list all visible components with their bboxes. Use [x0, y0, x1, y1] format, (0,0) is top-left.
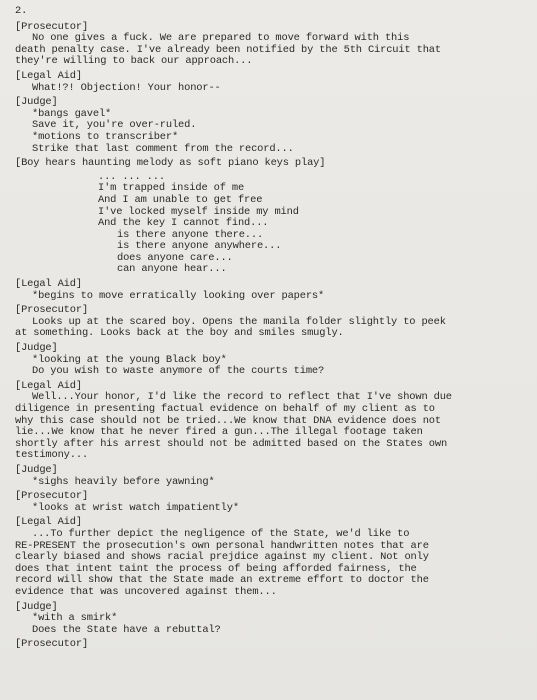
- dialogue-line: diligence in presenting factual evidence on behalf of my client as to: [15, 403, 435, 415]
- dialogue-line: Strike that last comment from the record...: [32, 142, 294, 155]
- dialogue-body: [15, 22, 527, 651]
- poem-line: I've locked myself inside my mind: [98, 205, 299, 218]
- dialogue-line: *sighs heavily before yawning*: [32, 475, 215, 488]
- dialogue-line: lie...We know that he never fired a gun...The illegal footage taken: [15, 426, 423, 439]
- speaker-label: [Judge]: [15, 600, 58, 613]
- poem-line: And the key I cannot find...: [98, 217, 269, 230]
- dialogue-line: RE-PRESENT the prosecution's own personal handwritten notes that are: [15, 539, 429, 552]
- poem-line: I'm trapped inside of me: [98, 182, 245, 195]
- dialogue-line: Well...Your honor, I'd like the record to reflect that I've shown due: [32, 391, 452, 404]
- speaker-label: [Prosecutor]: [15, 490, 89, 503]
- poem-line: ... ... ...: [98, 170, 165, 183]
- dialogue-line: Do you wish to waste anymore of the courts time?: [32, 365, 325, 378]
- dialogue-line: Does the State have a rebuttal?: [32, 623, 221, 636]
- dialogue-line: they're willing to back our approach...: [15, 55, 253, 68]
- dialogue-line: ...To further depict the negligence of the State, we'd like to: [32, 527, 410, 540]
- dialogue-line: record will show that the State made an extreme effort to doctor the: [15, 574, 429, 587]
- dialogue-line: What!?! Objection! Your honor--: [32, 81, 221, 94]
- dialogue-block: [15, 639, 527, 651]
- dialogue-line: evidence that was uncovered against them...: [15, 585, 277, 598]
- dialogue-block: [15, 602, 527, 637]
- speaker-label: [Judge]: [15, 342, 58, 355]
- dialogue-block: [15, 22, 527, 68]
- dialogue-line: *with a smirk*: [32, 612, 118, 625]
- dialogue-line: does that intent taint the process of being afforded fairness, the: [15, 562, 417, 575]
- speaker-label: [Prosecutor]: [15, 20, 89, 33]
- dialogue-line: *looks at wrist watch impatiently*: [32, 501, 239, 514]
- dialogue-line: *looking at the young Black boy*: [32, 353, 227, 366]
- dialogue-line: *begins to move erratically looking over papers*: [32, 289, 325, 302]
- dialogue-block: [15, 343, 527, 378]
- speaker-label: [Prosecutor]: [15, 304, 89, 317]
- dialogue-line: shortly after his arrest should not be admitted based on the States own: [15, 437, 448, 450]
- speaker-label: [Boy hears haunting melody as soft piano keys play]: [15, 157, 326, 170]
- dialogue-block: [15, 97, 527, 155]
- dialogue-block: [15, 465, 527, 488]
- speaker-label: [Legal Aid]: [15, 516, 82, 529]
- dialogue-line: *motions to transcriber*: [32, 130, 179, 143]
- poem-line: is there anyone anywhere...: [117, 240, 282, 253]
- dialogue-block: [15, 279, 527, 302]
- poem-line: can anyone hear...: [117, 263, 227, 276]
- dialogue-line: Looks up at the scared boy. Opens the manila folder slightly to peek: [32, 315, 446, 328]
- speaker-label: [Legal Aid]: [15, 69, 82, 82]
- poem-line: And I am unable to get free: [98, 193, 263, 206]
- speaker-label: [Judge]: [15, 463, 58, 476]
- dialogue-block: [15, 491, 527, 514]
- speaker-label: [Prosecutor]: [15, 638, 89, 651]
- dialogue-block: [15, 305, 527, 340]
- dialogue-line: testimony...: [15, 449, 89, 462]
- page-number: 2.: [15, 5, 28, 17]
- speaker-label: [Judge]: [15, 96, 58, 109]
- dialogue-line: clearly biased and shows racial prejdice against my client. Not only: [15, 551, 429, 564]
- dialogue-block: [15, 158, 527, 276]
- dialogue-line: why this case should not be tried...We know that DNA evidence does not: [15, 414, 441, 427]
- speaker-label: [Legal Aid]: [15, 379, 82, 392]
- dialogue-block: [15, 517, 527, 598]
- dialogue-block: [15, 71, 527, 94]
- dialogue-line: *bangs gavel*: [32, 107, 112, 120]
- dialogue-line: No one gives a fuck. We are prepared to move forward with this: [32, 32, 410, 45]
- dialogue-line: at something. Looks back at the boy and smiles smugly.: [15, 327, 344, 340]
- poem-line: does anyone care...: [117, 251, 233, 264]
- dialogue-line: death penalty case. I've already been notified by the 5th Circuit that: [15, 43, 441, 56]
- speaker-label: [Legal Aid]: [15, 278, 82, 291]
- poem-line: is there anyone there...: [117, 228, 264, 241]
- dialogue-block: [15, 381, 527, 462]
- dialogue-line: Save it, you're over-ruled.: [32, 119, 197, 132]
